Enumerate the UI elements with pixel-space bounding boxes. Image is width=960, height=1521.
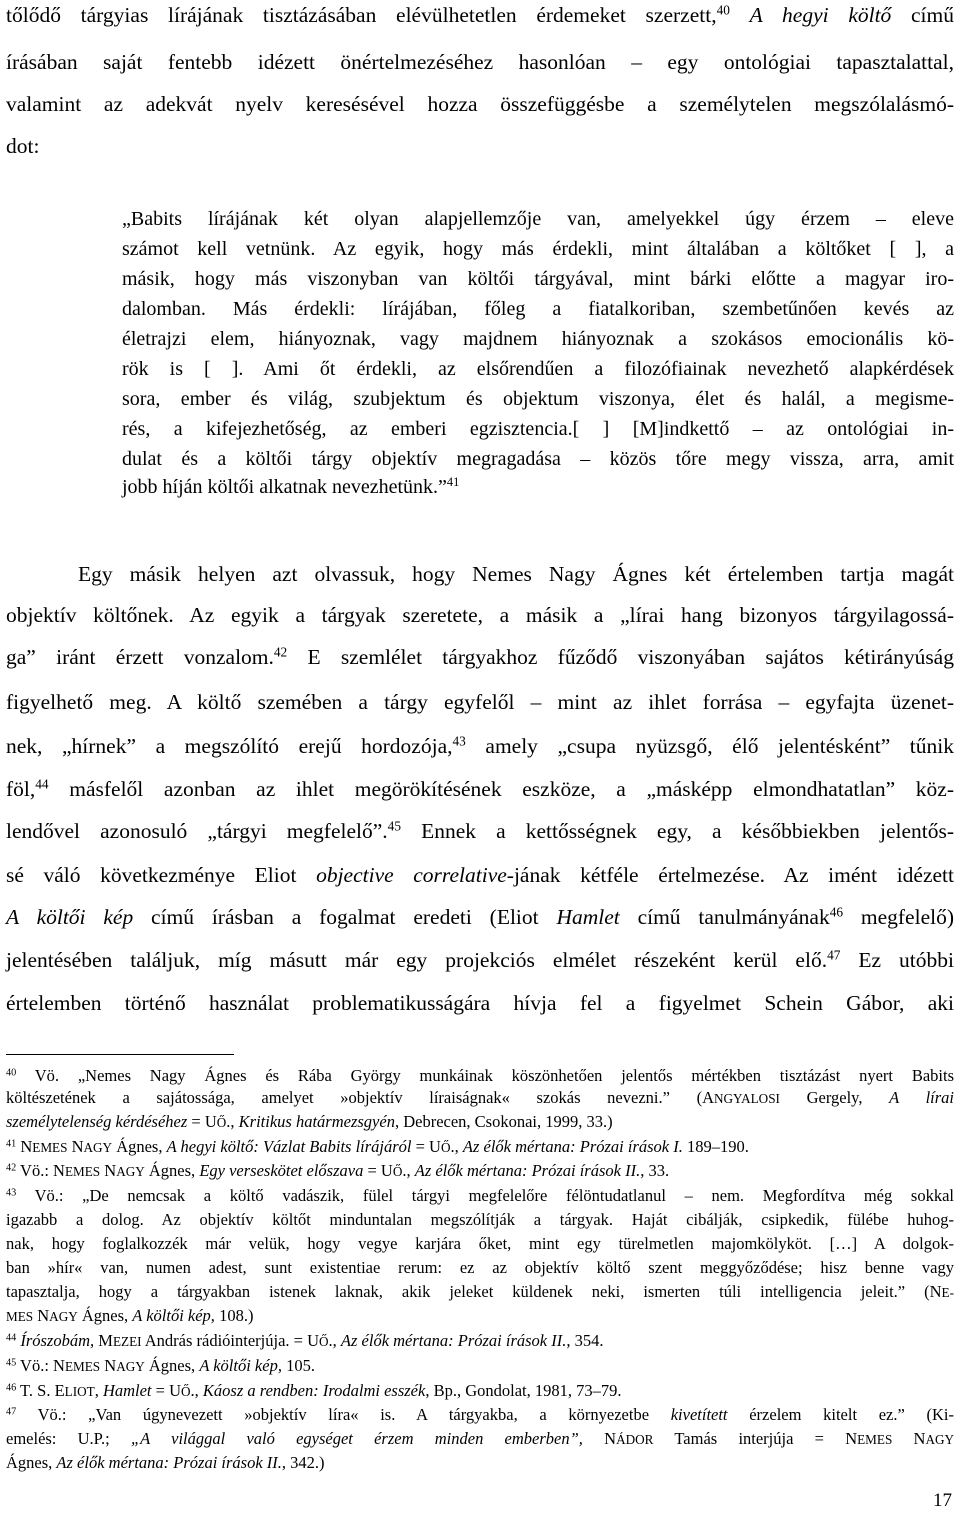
main-line-2: objektív költőnek. Az egyik a tárgyak szeretete, a másik a „lírai hang bizonyos tárgyilagossá- bbox=[6, 603, 954, 627]
main-line-1: Egy másik helyen azt olvassuk, hogy Nemes Nagy Ágnes két értelemben tartja magát bbox=[78, 562, 954, 586]
footnote-ref-47[interactable]: 47 bbox=[827, 947, 841, 963]
quote-line: rök is [ ]. Ami őt érdekli, az elsőrendűen a filozófiainak nevezhető alapkérdések bbox=[122, 358, 954, 380]
intro-line-3: valamint az adekvát nyelv keresésével hozza összefüggésbe a személytelen megszólalásmó- bbox=[6, 92, 954, 116]
quote-line: életrajzi elem, hiányoznak, vagy majdnem hiányoznak a szokásos emocionális kö- bbox=[122, 328, 954, 350]
footnote-42: $^{42}$ Vö.: NEMES NAGY Ágnes, Egy verseskötet előszava = UŐ., Az élők mértana: Prózai írások II., 33. bbox=[6, 1161, 670, 1180]
quote-line: dalomban. Más érdekli: lírájában, főleg a fiatalkoriban, szembetűnően kevés az bbox=[122, 298, 954, 320]
footnote-ref-43[interactable]: 43 bbox=[452, 733, 466, 749]
quote-line: „Babits lírájának két olyan alapjellemzője van, amelyekkel úgy érzem – eleve bbox=[122, 208, 954, 230]
footnote-ref-42[interactable]: 42 bbox=[273, 644, 288, 660]
quote-line: jobb híján költői alkatnak nevezhetünk.”$^{41}$ bbox=[122, 475, 460, 498]
footnote-ref-41[interactable]: 41 bbox=[446, 475, 460, 490]
footnote-47-line: emelés: U.P.; „A világgal való egységet érzem minden emberben”, NÁDOR Tamás interjúja = NEMES NAGY bbox=[6, 1429, 955, 1448]
footnote-44: $^{44}$ Írószobám, MEZEI András rádióinterjúja. = UŐ., Az élők mértana: Prózai írások II., 354. bbox=[6, 1331, 604, 1350]
footnote-45: $^{45}$ Vö.: NEMES NAGY Ágnes, A költői kép, 105. bbox=[6, 1356, 315, 1375]
main-line-8: sé váló következménye Eliot objective correlative-jának kétféle értelmezése. Az imént idézett bbox=[6, 863, 954, 887]
footnote-ref-45[interactable]: 45 bbox=[387, 818, 401, 834]
footnote-47-line: $^{47}$ Vö.: „Van úgynevezett »objektív líra« is. A tárgyakba, a környezetbe kivetített érzelem kitelt ez.” (Ki- bbox=[6, 1405, 955, 1424]
main-line-3: ga” iránt érzett vonzalom.$^{42}$ E szemlélet tárgyakhoz fűződő viszonyában sajátos kétirányúság bbox=[6, 644, 954, 669]
footnote-ref-44[interactable]: 44 bbox=[35, 776, 49, 792]
footnote-ref-46[interactable]: 46 bbox=[829, 904, 844, 920]
main-line-9: A költői kép című írásban a fogalmat eredeti (Eliot Hamlet című tanulmányának$^{46}$ megfelelő) bbox=[6, 904, 955, 929]
main-line-4: figyelhető meg. A költő szemében a tárgy egyfelől – mint az ihlet forrása – egyfajta üzenet- bbox=[6, 690, 954, 714]
main-line-6: föl,$^{44}$ másfelől azonban az ihlet megörökítésének eszköze, a „másképp elmondhatatlan” köz- bbox=[6, 776, 954, 801]
footnote-43-line: $^{43}$ Vö.: „De nemcsak a költő vadászik, fülel tárgyi megfelelőre félöntudatlanul – nem. Megfordítva még sokkal bbox=[6, 1186, 954, 1205]
quote-line: másik, hogy más viszonyban van költői tárgyával, mint bárki előtte a magyar iro- bbox=[122, 268, 954, 290]
intro-line-4: dot: bbox=[6, 134, 40, 158]
quote-line: dulat és a költői tárgy objektív megragadása – közös tőre megy vissza, arra, amit bbox=[122, 448, 954, 470]
footnote-43-line: nak, hogy foglalkozzék már velük, hogy vegye karjára őket, mint egy türelmetlen majomkölyköt. […] A dolgok- bbox=[6, 1234, 954, 1253]
main-line-5: nek, „hírnek” a megszólító erejű hordozója,$^{43}$ amely „csupa nyüzsgő, élő jelentésként” tűnik bbox=[6, 733, 955, 758]
footnote-40-line: költészetének a sajátossága, amelyet »objektív líraiságnak« szokás nevezni.” (ANGYALOSI Gergely, A lírai bbox=[6, 1088, 954, 1107]
footnote-43-line: ban »hír« van, numen adest, sunt existentiae rerum: ez az objektív költő szent meggyőződése; hisz benne vagy bbox=[6, 1258, 954, 1277]
intro-line-1: tőlődő tárgyias lírájának tisztázásában elévülhetetlen érdemeket szerzett,$^{40}$ A hegyi költő című bbox=[6, 2, 955, 27]
main-line-7: lendővel azonosuló „tárgyi megfelelő”.$^{45}$ Ennek a kettősségnek egy, a későbbiekben jelentős- bbox=[6, 818, 954, 843]
footnote-46: $^{46}$ T. S. ELIOT, Hamlet = UŐ., Káosz a rendben: Irodalmi esszék, Bp., Gondolat, 1981, 73–79. bbox=[6, 1381, 622, 1400]
quote-line: számot kell vetnünk. Az egyik, hogy más érdekli, mint általában a költőket [ ], a bbox=[122, 238, 954, 260]
main-line-10: jelentésében találjuk, míg másutt már egy projekciós elmélet részeként kerül elő.$^{47}$ Ez utóbbi bbox=[6, 947, 955, 972]
quote-line: sora, ember és világ, szubjektum és objektum viszonya, élet és halál, a megisme- bbox=[122, 388, 954, 410]
footnote-41: $^{41}$ NEMES NAGY Ágnes, A hegyi költő: Vázlat Babits lírájáról = UŐ., Az élők mértana: Prózai írások I. 189–190. bbox=[6, 1137, 749, 1156]
footnote-separator bbox=[6, 1054, 234, 1055]
footnote-47-line: Ágnes, Az élők mértana: Prózai írások II., 342.) bbox=[6, 1453, 325, 1472]
main-line-11: értelemben történő használat problematikusságára hívja fel a figyelmet Schein Gábor, aki bbox=[6, 991, 954, 1015]
footnote-43-line: tapasztalja, hogy a tárgyakban istenek laknak, akik jeleket küldenek neki, ismerten túli intelligencia jeleit.” (NE- bbox=[6, 1282, 954, 1301]
quote-line: rés, a kifejezhetőség, az emberi egzisztencia.[ ] [M]indkettő – az ontológiai in- bbox=[122, 418, 954, 440]
footnote-43-line: MES NAGY Ágnes, A költői kép, 108.) bbox=[6, 1306, 254, 1325]
intro-line-2: írásában saját fentebb idézett önértelmezéséhez hasonlóan – egy ontológiai tapasztalattal, bbox=[6, 50, 954, 74]
page-number: 17 bbox=[933, 1490, 952, 1511]
footnote-ref-40[interactable]: 40 bbox=[716, 2, 730, 18]
footnote-40-line: $^{40}$ Vö. „Nemes Nagy Ágnes és Rába György munkáinak köszönhetően jelentős mértékben tisztázást nyert Babits bbox=[6, 1066, 954, 1085]
footnote-40-line: személytelenség kérdéséhez = UŐ., Kritikus határmezsgyén, Debrecen, Csokonai, 1999, 33.) bbox=[6, 1112, 613, 1131]
footnote-43-line: igazabb a dolog. Az objektív költőt minduntalan megszólítják a tárgyak. Haját cibálják, csipkedik, fülébe huhog- bbox=[6, 1210, 954, 1229]
